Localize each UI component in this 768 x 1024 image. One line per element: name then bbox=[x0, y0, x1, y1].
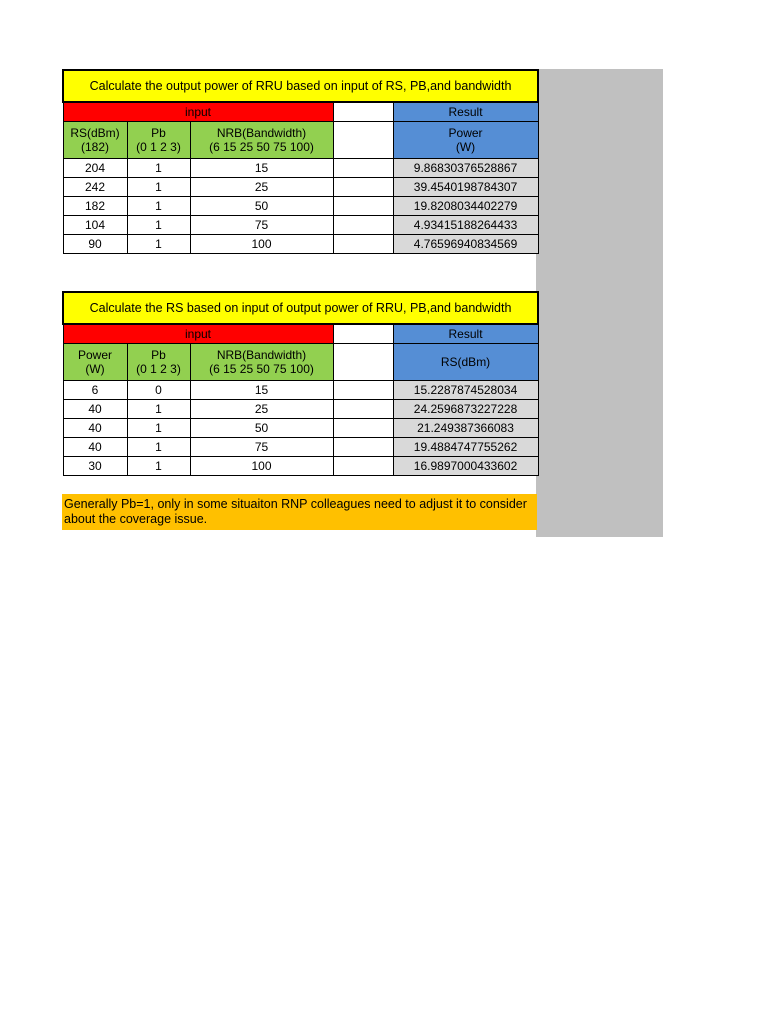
cell-nrb[interactable]: 25 bbox=[190, 178, 333, 197]
cell-nrb[interactable]: 100 bbox=[190, 235, 333, 254]
table-row bbox=[63, 159, 538, 178]
table-row bbox=[63, 419, 538, 438]
table-row bbox=[63, 235, 538, 254]
cell-nrb[interactable]: 15 bbox=[190, 159, 333, 178]
cell-nrb[interactable]: 50 bbox=[190, 419, 333, 438]
table-row bbox=[63, 457, 538, 476]
column-header-blank bbox=[333, 344, 393, 381]
cell-pb[interactable]: 1 bbox=[127, 400, 190, 419]
cell-result[interactable]: 16.9897000433602 bbox=[393, 457, 538, 476]
blank-cell bbox=[333, 102, 393, 122]
cell-pb[interactable]: 1 bbox=[127, 235, 190, 254]
input-header: input bbox=[63, 324, 333, 344]
cell-pb[interactable]: 1 bbox=[127, 457, 190, 476]
cell-blank[interactable] bbox=[333, 438, 393, 457]
column-header-blank bbox=[333, 122, 393, 159]
column-header-nrb: NRB(Bandwidth) (6 15 25 50 75 100) bbox=[190, 344, 333, 381]
note-line: about the coverage issue. bbox=[64, 512, 208, 526]
cell-blank[interactable] bbox=[333, 457, 393, 476]
cell-blank[interactable] bbox=[333, 235, 393, 254]
cell-nrb[interactable]: 25 bbox=[190, 400, 333, 419]
table-row bbox=[63, 400, 538, 419]
blank-cell bbox=[333, 324, 393, 344]
cell-pb[interactable]: 1 bbox=[127, 178, 190, 197]
table-row bbox=[63, 197, 538, 216]
cell-blank[interactable] bbox=[333, 178, 393, 197]
column-header-rs: RS(dBm) bbox=[393, 344, 538, 381]
cell-power[interactable]: 40 bbox=[63, 400, 127, 419]
column-header-pb: Pb (0 1 2 3) bbox=[127, 122, 190, 159]
cell-blank[interactable] bbox=[333, 216, 393, 235]
cell-result[interactable]: 24.2596873227228 bbox=[393, 400, 538, 419]
cell-result[interactable]: 4.93415188264433 bbox=[393, 216, 538, 235]
cell-power[interactable]: 6 bbox=[63, 381, 127, 400]
spreadsheet-area bbox=[62, 69, 537, 530]
cell-blank[interactable] bbox=[333, 419, 393, 438]
cell-nrb[interactable]: 50 bbox=[190, 197, 333, 216]
rru-power-table bbox=[62, 69, 539, 254]
cell-pb[interactable]: 1 bbox=[127, 197, 190, 216]
cell-result[interactable]: 15.2287874528034 bbox=[393, 381, 538, 400]
cell-blank[interactable] bbox=[333, 159, 393, 178]
table-row bbox=[63, 178, 538, 197]
table-title: Calculate the RS based on input of output power of RRU, PB,and bandwidth bbox=[63, 292, 538, 324]
cell-rs[interactable]: 242 bbox=[63, 178, 127, 197]
cell-pb[interactable]: 1 bbox=[127, 159, 190, 178]
input-header: input bbox=[63, 102, 333, 122]
table-row bbox=[63, 216, 538, 235]
column-header-pb: Pb (0 1 2 3) bbox=[127, 344, 190, 381]
cell-power[interactable]: 40 bbox=[63, 419, 127, 438]
rs-calc-table bbox=[62, 291, 539, 476]
cell-result[interactable]: 4.76596940834569 bbox=[393, 235, 538, 254]
cell-power[interactable]: 30 bbox=[63, 457, 127, 476]
cell-pb[interactable]: 1 bbox=[127, 216, 190, 235]
cell-pb[interactable]: 0 bbox=[127, 381, 190, 400]
cell-power[interactable]: 40 bbox=[63, 438, 127, 457]
column-header-nrb: NRB(Bandwidth) (6 15 25 50 75 100) bbox=[190, 122, 333, 159]
cell-nrb[interactable]: 15 bbox=[190, 381, 333, 400]
cell-nrb[interactable]: 75 bbox=[190, 438, 333, 457]
cell-nrb[interactable]: 100 bbox=[190, 457, 333, 476]
gray-side-panel bbox=[536, 69, 663, 537]
cell-result[interactable]: 19.8208034402279 bbox=[393, 197, 538, 216]
cell-result[interactable]: 9.86830376528867 bbox=[393, 159, 538, 178]
cell-blank[interactable] bbox=[333, 400, 393, 419]
cell-blank[interactable] bbox=[333, 197, 393, 216]
cell-nrb[interactable]: 75 bbox=[190, 216, 333, 235]
column-header-power: Power (W) bbox=[63, 344, 127, 381]
cell-rs[interactable]: 182 bbox=[63, 197, 127, 216]
result-header: Result bbox=[393, 324, 538, 344]
cell-result[interactable]: 21.249387366083 bbox=[393, 419, 538, 438]
note-box bbox=[62, 494, 537, 530]
cell-rs[interactable]: 204 bbox=[63, 159, 127, 178]
column-header-rs: RS(dBm) (182) bbox=[63, 122, 127, 159]
cell-rs[interactable]: 90 bbox=[63, 235, 127, 254]
cell-pb[interactable]: 1 bbox=[127, 438, 190, 457]
cell-blank[interactable] bbox=[333, 381, 393, 400]
cell-rs[interactable]: 104 bbox=[63, 216, 127, 235]
table-row bbox=[63, 438, 538, 457]
cell-result[interactable]: 19.4884747755262 bbox=[393, 438, 538, 457]
cell-result[interactable]: 39.4540198784307 bbox=[393, 178, 538, 197]
column-header-power: Power (W) bbox=[393, 122, 538, 159]
note-line: Generally Pb=1, only in some situaiton RNP colleagues need to adjust it to consider bbox=[64, 497, 527, 511]
cell-pb[interactable]: 1 bbox=[127, 419, 190, 438]
table-title: Calculate the output power of RRU based on input of RS, PB,and bandwidth bbox=[63, 70, 538, 102]
result-header: Result bbox=[393, 102, 538, 122]
table-row bbox=[63, 381, 538, 400]
